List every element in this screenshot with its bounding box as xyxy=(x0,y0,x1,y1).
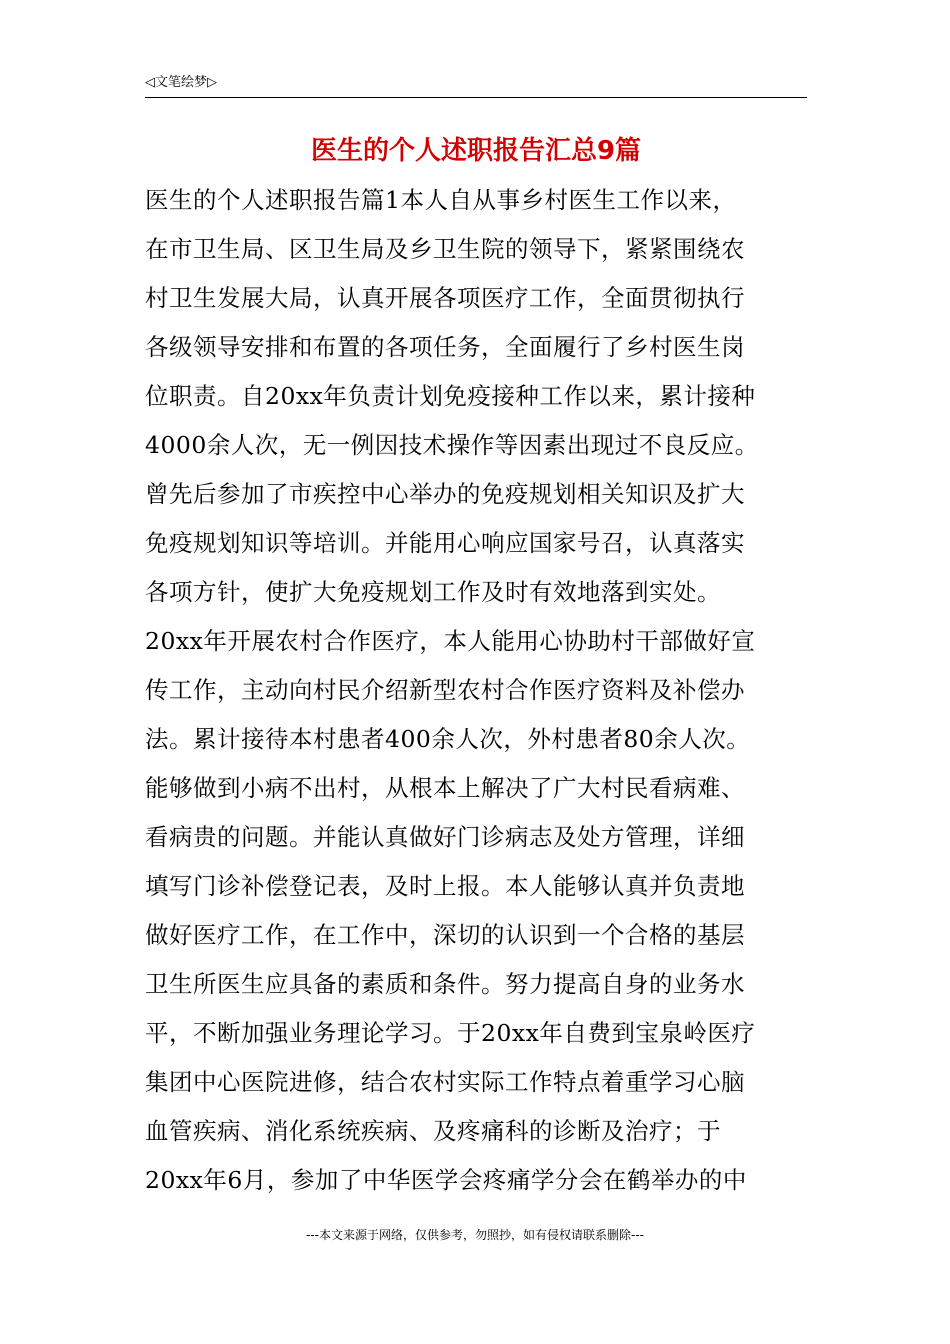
header-label: ◁文笔绘梦▷ xyxy=(145,75,217,90)
body-line: 在市卫生局、区卫生局及乡卫生院的领导下，紧紧围绕农 xyxy=(145,235,745,263)
body-line: 法。累计接待本村患者400余人次，外村患者80余人次。 xyxy=(145,725,751,753)
body-line: 各级领导安排和布置的各项任务，全面履行了乡村医生岗 xyxy=(145,333,745,361)
document-title: 医生的个人述职报告汇总9篇 xyxy=(310,136,642,166)
body-line: 医生的个人述职报告篇1本人自从事乡村医生工作以来， xyxy=(145,186,737,214)
body-line: 曾先后参加了市疾控中心举办的免疫规划相关知识及扩大 xyxy=(145,480,745,508)
body-line: 传工作，主动向村民介绍新型农村合作医疗资料及补偿办 xyxy=(145,676,745,704)
body-line: 村卫生发展大局，认真开展各项医疗工作，全面贯彻执行 xyxy=(145,284,745,312)
body-line: 集团中心医院进修，结合农村实际工作特点着重学习心脑 xyxy=(145,1068,745,1096)
body-line: 做好医疗工作，在工作中，深切的认识到一个合格的基层 xyxy=(145,921,745,949)
body-line: 20xx年开展农村合作医疗，本人能用心协助村干部做好宣 xyxy=(145,627,756,655)
body-line: 20xx年6月，参加了中华医学会疼痛学分会在鹤举办的中 xyxy=(145,1166,747,1194)
body-line: 能够做到小病不出村，从根本上解决了广大村民看病难、 xyxy=(145,774,745,802)
body-line: 免疫规划知识等培训。并能用心响应国家号召，认真落实 xyxy=(145,529,745,557)
page-header xyxy=(145,74,807,98)
page-footer-disclaimer: ---本文来源于网络，仅供参考，勿照抄，如有侵权请联系删除--- xyxy=(306,1228,644,1242)
header-divider xyxy=(145,97,807,98)
body-line: 血管疾病、消化系统疾病、及疼痛科的诊断及治疗；于 xyxy=(145,1117,721,1145)
document-body xyxy=(145,180,825,1209)
body-line: 看病贵的问题。并能认真做好门诊病志及处方管理，详细 xyxy=(145,823,745,851)
body-line: 平，不断加强业务理论学习。于20xx年自费到宝泉岭医疗 xyxy=(145,1019,756,1047)
body-line: 4000余人次，无一例因技术操作等因素出现过不良反应。 xyxy=(145,431,759,459)
body-line: 位职责。自20xx年负责计划免疫接种工作以来，累计接种 xyxy=(145,382,756,410)
body-line: 卫生所医生应具备的素质和条件。努力提高自身的业务水 xyxy=(145,970,745,998)
body-line: 各项方针，使扩大免疫规划工作及时有效地落到实处。 xyxy=(145,578,721,606)
body-line: 填写门诊补偿登记表，及时上报。本人能够认真并负责地 xyxy=(145,872,745,900)
